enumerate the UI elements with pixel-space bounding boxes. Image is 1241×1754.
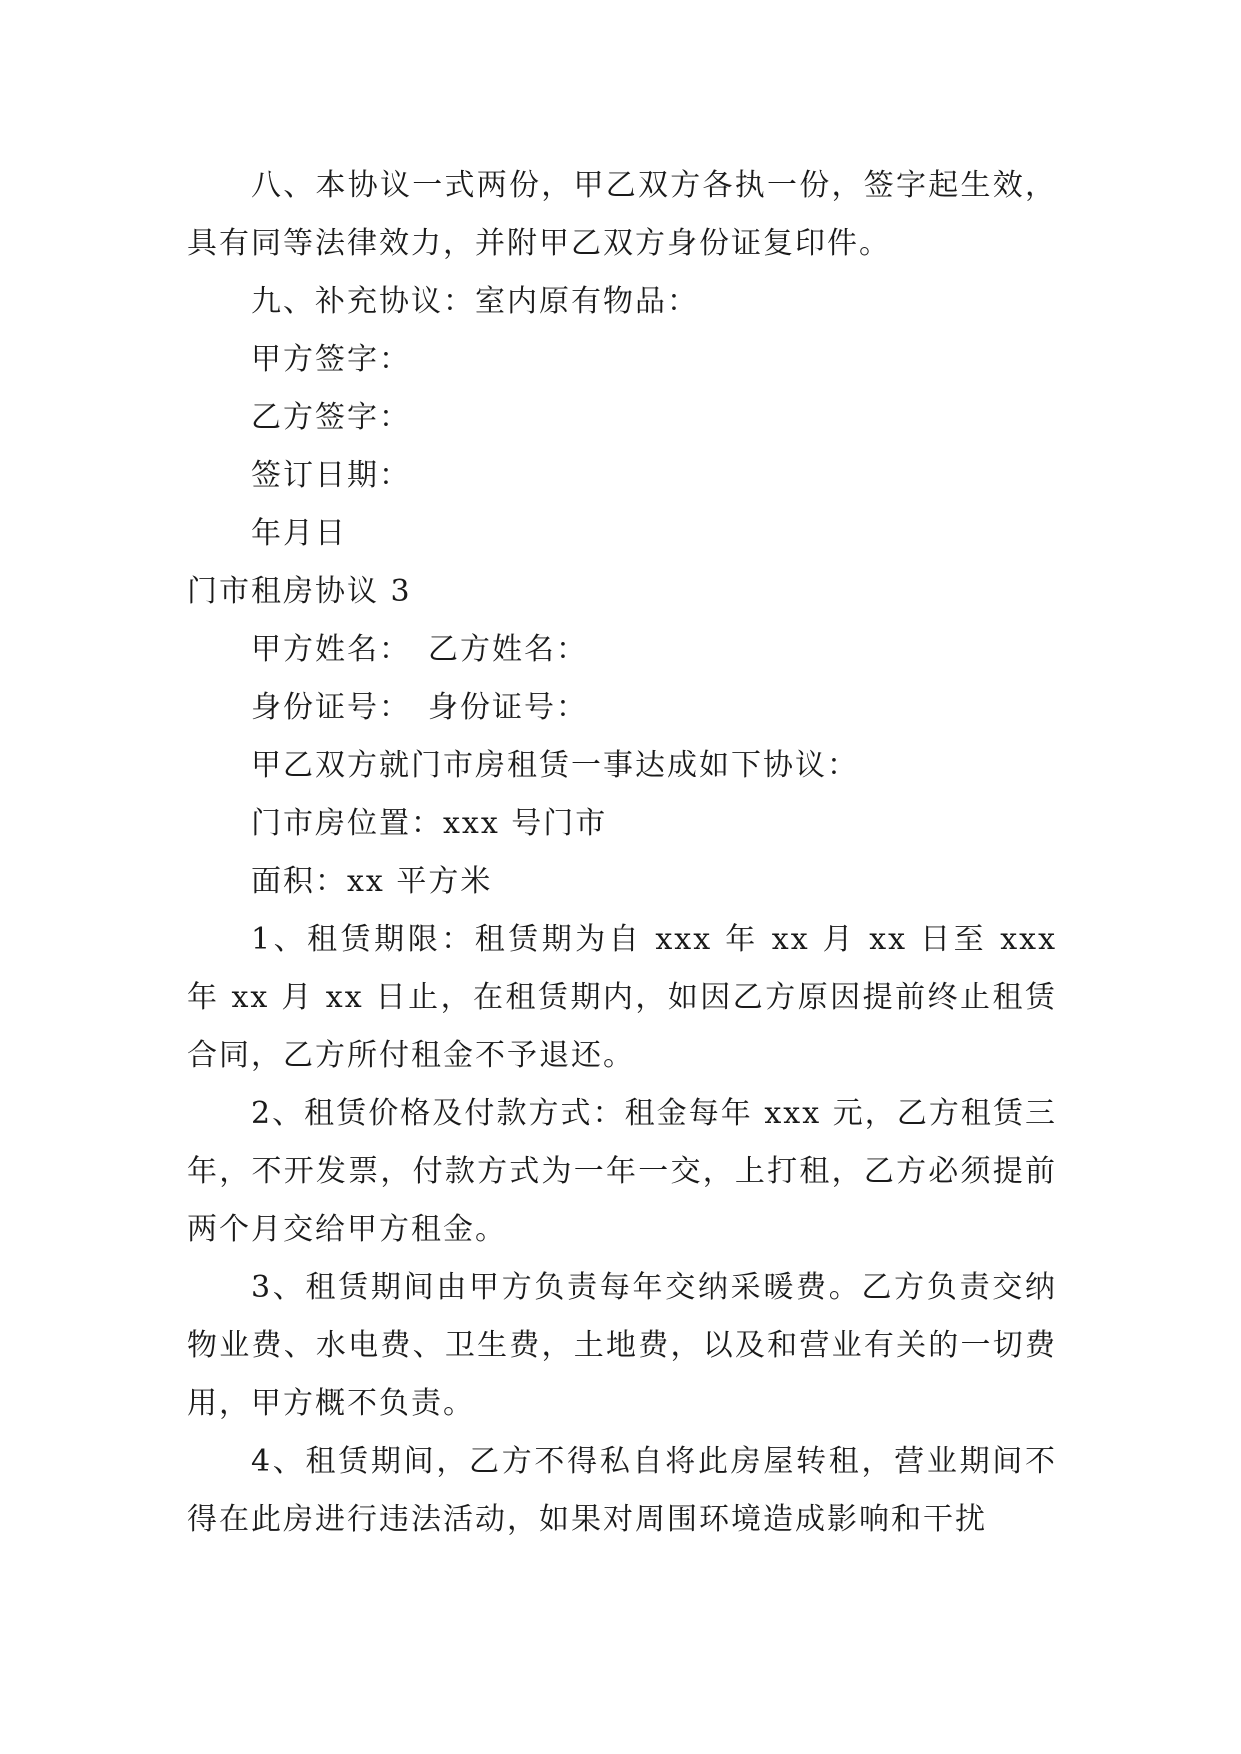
party-b-signature-line: 乙方签字： [251,400,411,435]
id-numbers-line: 身份证号： 身份证号： [251,690,588,725]
signing-date-line: 签订日期： [251,458,411,493]
agreement-intro: 甲乙双方就门市房租赁一事达成如下协议： [251,748,859,783]
shop-location: 门市房位置：xxx 号门市 [251,806,608,841]
shop-area: 面积：xx 平方米 [251,864,493,899]
clause-1-lease-term: 1、租赁期限：租赁期为自 xxx 年 xx 月 xx 日至 xxx 年 xx 月 xx 日止，在租赁期内，如因乙方原因提前终止租赁合同，乙方所付租金不予退还。 [187,922,1057,1073]
clause-9-supplement: 九、补充协议：室内原有物品： [251,284,699,319]
party-names-line: 甲方姓名： 乙方姓名： [251,632,588,667]
section-title: 门市租房协议 3 [187,574,412,609]
party-a-signature-line: 甲方签字： [251,342,411,377]
clause-2-rent-payment: 2、租赁价格及付款方式：租金每年 xxx 元，乙方租赁三年，不开发票，付款方式为一年一交，上打租，乙方必须提前两个月交给甲方租金。 [187,1096,1057,1247]
clause-4-sublease: 4、租赁期间，乙方不得私自将此房屋转租，营业期间不得在此房进行违法活动，如果对周围环境造成影响和干扰 [187,1444,1057,1537]
date-placeholder: 年月日 [251,516,347,551]
clause-8: 八、本协议一式两份，甲乙双方各执一份，签字起生效，具有同等法律效力，并附甲乙双方身份证复印件。 [187,168,1057,261]
document-body [187,157,1057,1549]
clause-3-fees: 3、租赁期间由甲方负责每年交纳采暖费。乙方负责交纳物业费、水电费、卫生费，土地费，以及和营业有关的一切费用，甲方概不负责。 [187,1270,1057,1421]
